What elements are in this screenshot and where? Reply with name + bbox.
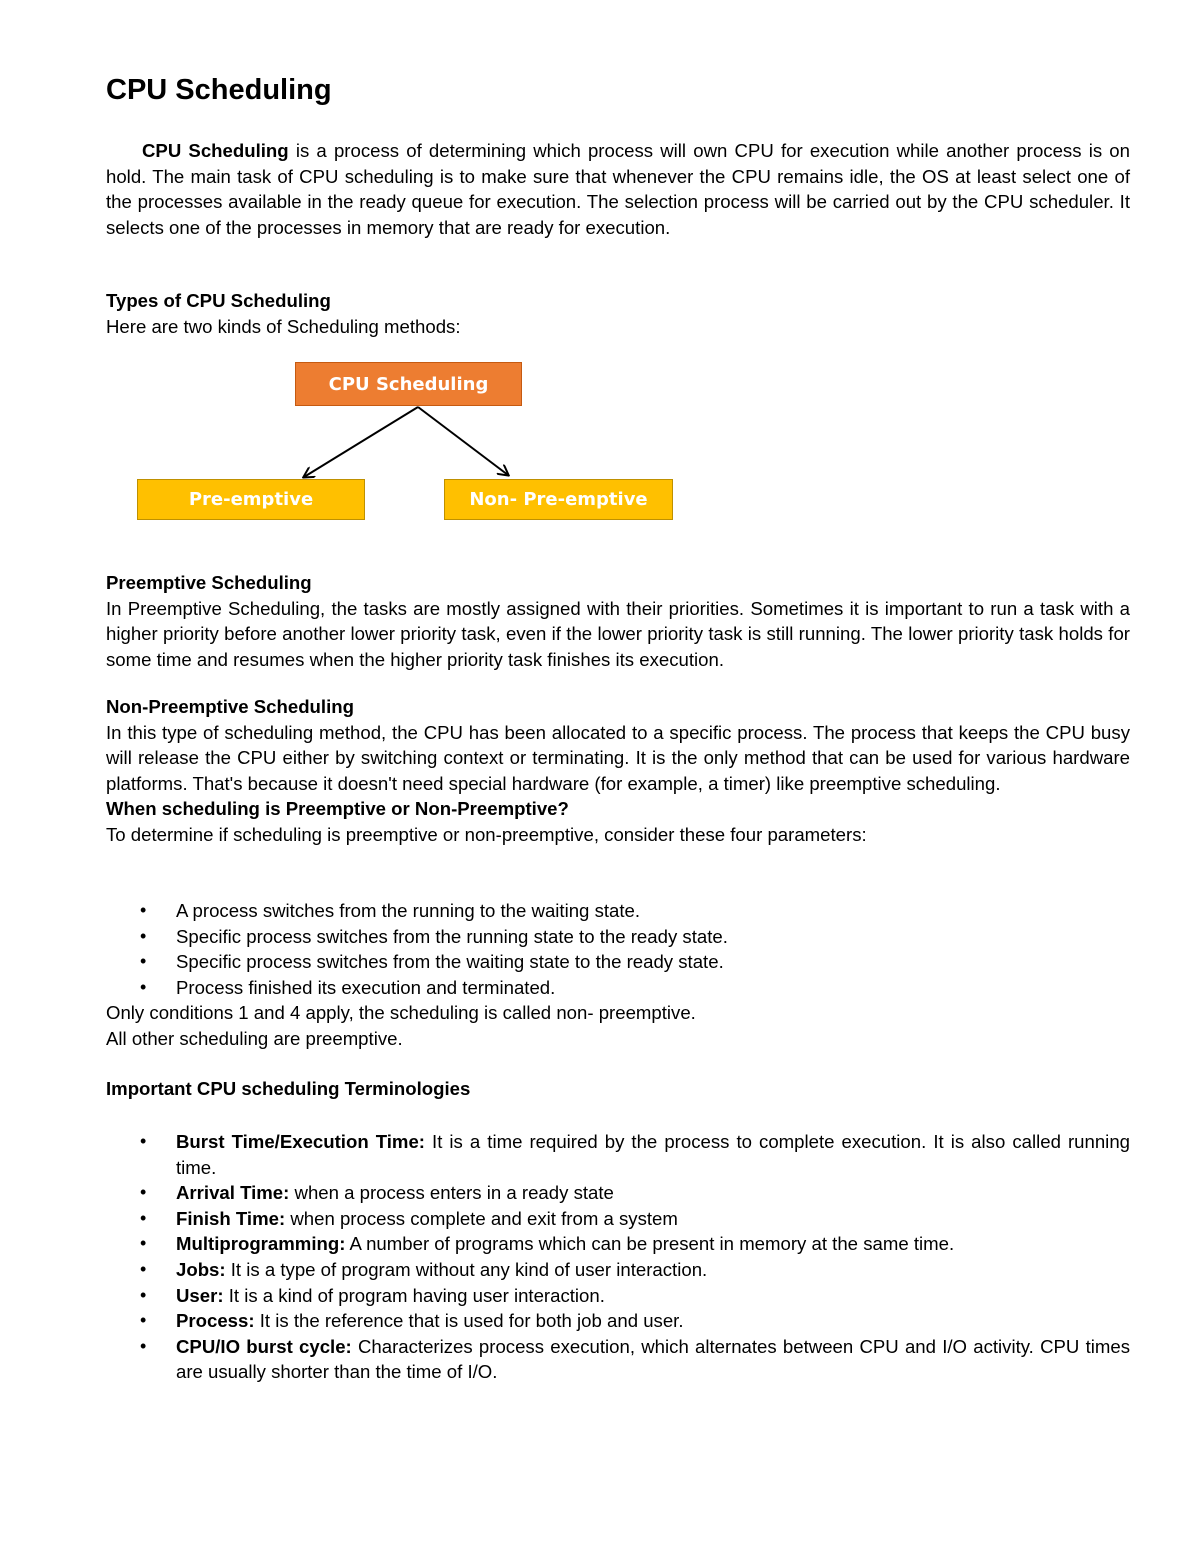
term-desc: when a process enters in a ready state: [289, 1182, 614, 1204]
arrow-right: [418, 407, 508, 475]
list-item: [106, 1180, 1130, 1206]
nonpreemptive-text: In this type of scheduling method, the CPU has been allocated to a specific process. The process that keeps the CPU busy will release the CPU either by switching context or terminating. It is the only method that can be used for various hardware platforms. That's because it doesn't need special hardware (for example, a timer) like preemptive scheduling.: [106, 721, 1130, 794]
intro-lead: CPU Scheduling: [142, 140, 289, 161]
term-desc: It is a time required by the process to complete execution. It is also called running time.: [176, 1131, 1130, 1178]
arrow-left: [304, 407, 418, 477]
list-item: [106, 1257, 1130, 1283]
list-item: • Specific process switches from the running state to the ready state.: [106, 924, 1130, 950]
terms-list: [106, 1129, 1130, 1385]
page-title: CPU Scheduling: [106, 74, 332, 106]
types-section: [106, 288, 1130, 339]
list-item: [106, 1129, 1130, 1180]
term-desc: when process complete and exit from a system: [285, 1207, 678, 1229]
diagram-preemptive-box: Pre-emptive: [137, 479, 365, 520]
term-label: Finish Time:: [176, 1207, 286, 1229]
list-item: [106, 1231, 1130, 1257]
list-item: [106, 1308, 1130, 1334]
term-label: CPU/IO burst cycle:: [176, 1335, 352, 1357]
terms-section: [106, 1076, 1130, 1102]
preemptive-text: In Preemptive Scheduling, the tasks are mostly assigned with their priorities. Sometimes it is important to run a task with a higher priority before another lower priority task, even if the lower priority task is still running. The lower priority task holds for some time and resumes when the higher priority task finishes its execution.: [106, 597, 1130, 670]
list-item: • Process finished its execution and terminated.: [106, 975, 1130, 1001]
types-subtext: Here are two kinds of Scheduling methods:: [106, 315, 461, 337]
list-item: • A process switches from the running to the waiting state.: [106, 898, 1130, 924]
term-desc: It is a kind of program having user interaction.: [223, 1284, 605, 1306]
term-desc: It is the reference that is used for both job and user.: [254, 1310, 684, 1332]
intro-paragraph: [106, 138, 1130, 240]
term-label: User:: [176, 1284, 224, 1306]
nonpreemptive-heading: Non-Preemptive Scheduling: [106, 696, 354, 717]
conditions-list: [106, 898, 1130, 1000]
terms-heading: Important CPU scheduling Terminologies: [106, 1078, 471, 1099]
conditions-section: [106, 898, 1130, 1052]
term-label: Arrival Time:: [176, 1182, 290, 1204]
preemptive-section: [106, 570, 1130, 672]
term-desc: A number of programs which can be present in memory at the same time.: [345, 1233, 955, 1255]
term-label: Burst Time/Execution Time:: [176, 1131, 425, 1152]
term-label: Jobs:: [176, 1258, 226, 1280]
list-item: [106, 1283, 1130, 1309]
preemptive-heading: Preemptive Scheduling: [106, 572, 312, 593]
nonpreemptive-section: [106, 694, 1130, 848]
diagram-nonpreemptive-box: Non- Pre-emptive: [444, 479, 673, 520]
term-label: Process:: [176, 1310, 255, 1332]
types-heading: Types of CPU Scheduling: [106, 290, 331, 311]
conditions-note-2: All other scheduling are preemptive.: [106, 1027, 403, 1049]
list-item: [106, 1206, 1130, 1232]
when-heading: When scheduling is Preemptive or Non-Preemptive?: [106, 798, 569, 820]
term-desc: Characterizes process execution, which alternates between CPU and I/O activity. CPU times are usually shorter than the time of I/O.: [176, 1335, 1130, 1383]
list-item: • Specific process switches from the waiting state to the ready state.: [106, 949, 1130, 975]
intro-text: is a process of determining which process will own CPU for execution while another process is on hold. The main task of CPU scheduling is to make sure that whenever the CPU remains idle, the OS at least select one of the processes available in the ready queue for execution. The selection process will be carried out by the CPU scheduler. It selects one of the processes in memory that are ready for execution.: [106, 140, 1130, 238]
terms-list-section: [106, 1129, 1130, 1385]
diagram-root-box: CPU Scheduling: [295, 362, 522, 406]
conditions-note-1: Only conditions 1 and 4 apply, the scheduling is called non- preemptive.: [106, 1002, 696, 1024]
term-label: Multiprogramming:: [176, 1233, 346, 1255]
list-item: [106, 1334, 1130, 1385]
when-text: To determine if scheduling is preemptive or non-preemptive, consider these four parameters:: [106, 823, 867, 845]
term-desc: It is a type of program without any kind of user interaction.: [225, 1258, 708, 1280]
